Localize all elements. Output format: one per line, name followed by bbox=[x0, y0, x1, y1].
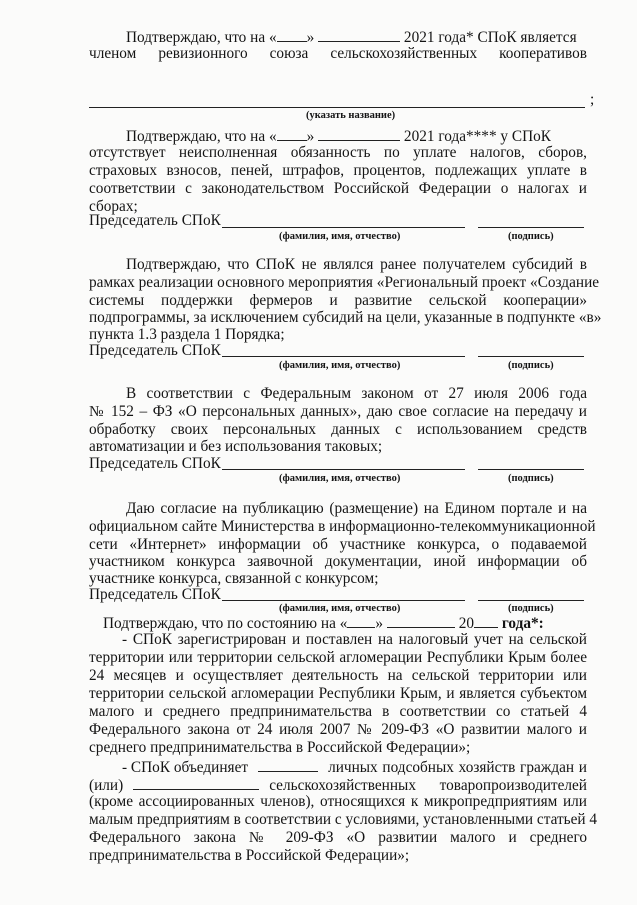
p7-line: малого и среднего предпринимательства в соответствии со статьей 4 bbox=[89, 703, 587, 720]
p7-line: 24 месяцев и осуществляет деятельность на сельской территории или bbox=[89, 667, 587, 684]
p5-line: сети «Интернет» информации об участнике конкурса, о подаваемой bbox=[89, 536, 587, 553]
name-caption: (фамилия, имя, отчество) bbox=[279, 231, 401, 242]
p1-line-2 bbox=[89, 45, 587, 63]
p2-text-a: Подтверждаю, что на « bbox=[126, 128, 277, 145]
p5-line: участником конкурса заявочной документации, иной информации об bbox=[89, 553, 587, 570]
p8-text-b: личных подсобных хозяйств граждан и bbox=[328, 759, 587, 776]
chair-label: Председатель СПоК bbox=[89, 212, 221, 229]
signature-caption: (подпись) bbox=[508, 231, 554, 242]
name-line bbox=[222, 356, 465, 357]
signature-line bbox=[478, 469, 584, 470]
p7-line-last: среднего предпринимательства в Российской Федерации»; bbox=[89, 739, 471, 756]
p6-line bbox=[89, 613, 587, 633]
p1-line-1 bbox=[89, 27, 587, 47]
p5-line: Даю согласие на публикацию (размещение) на Едином портале и на bbox=[126, 500, 587, 517]
signature-caption: (подпись) bbox=[508, 360, 554, 371]
p2-line: страховых взносов, пеней, штрафов, процентов, подлежащих уплате в bbox=[89, 162, 587, 179]
signature-line bbox=[478, 600, 584, 601]
p1-word: сельскохозяйственных bbox=[330, 45, 478, 62]
p1-word: союза bbox=[269, 45, 309, 62]
p1-text-a: Подтверждаю, что на « bbox=[126, 29, 277, 46]
p3-line: подпрограммы, за исключением субсидий на цели, указанные в подпункте «в» bbox=[89, 309, 602, 326]
union-name-caption: (указать название) bbox=[306, 110, 396, 121]
p1-text-c: 2021 года* СПоК является bbox=[403, 29, 577, 46]
p8-text-a: - СПоК объединяет bbox=[122, 759, 249, 776]
count-blank-1 bbox=[258, 757, 318, 772]
signature-line bbox=[478, 356, 584, 357]
name-caption: (фамилия, имя, отчество) bbox=[279, 360, 401, 371]
p3-line-last: пункта 1.3 раздела 1 Порядка; bbox=[89, 326, 285, 343]
p1-word: кооперативов bbox=[499, 45, 587, 62]
p2-line: соответствии с законодательством Российской Федерации о налогах и bbox=[89, 180, 587, 197]
p4-line: В соответствии с Федеральным законом от 27 июля 2006 года bbox=[126, 385, 587, 402]
p7-line: - СПоК зарегистрирован и поставлен на налоговый учет на сельской bbox=[122, 631, 587, 648]
p3-line: Подтверждаю, что СПоК не являлся ранее получателем субсидий в bbox=[126, 256, 587, 273]
union-name-line bbox=[89, 107, 585, 108]
p1-text-b: » bbox=[306, 29, 315, 46]
p5-line-last: участнике конкурса, связанной с конкурсом; bbox=[89, 570, 379, 587]
p1-word: ревизионного bbox=[158, 45, 248, 62]
month-blank bbox=[387, 613, 455, 628]
signature-caption: (подпись) bbox=[508, 603, 554, 614]
day-blank bbox=[277, 27, 307, 42]
signature-line bbox=[478, 227, 584, 228]
p4-line-last: автоматизации и без использования таковых; bbox=[89, 438, 383, 455]
p8-line: Федерального закона № 209-ФЗ «О развитии малого и среднего bbox=[89, 829, 587, 846]
p7-line: Федерального закона от 24 июля 2007 № 209-ФЗ «О развитии малого и bbox=[89, 721, 587, 738]
year-blank bbox=[474, 613, 498, 628]
p2-line-1 bbox=[89, 126, 587, 146]
p5-line: официальном сайте Министерства в информационно-телекоммуникационной bbox=[89, 518, 596, 535]
p7-line: территории или территории сельской агломерации Республики Крым более bbox=[89, 649, 587, 666]
p6-text-b: » bbox=[375, 615, 384, 632]
chair-label: Председатель СПоК bbox=[89, 455, 221, 472]
day-blank bbox=[277, 126, 307, 141]
p8-text-c: (или) bbox=[89, 777, 124, 794]
p6-text-d: года*: bbox=[501, 615, 544, 632]
p2-text-b: » bbox=[306, 128, 315, 145]
count-blank-2 bbox=[133, 775, 259, 790]
p8-line-last: предпринимательства в Российской Федерации»; bbox=[89, 847, 410, 864]
p4-line: обработку своих персональных данных с использованием средств bbox=[89, 421, 587, 438]
signature-caption: (подпись) bbox=[508, 473, 554, 484]
p6-text-c: 20 bbox=[458, 615, 474, 632]
p8-text-d: сельскохозяйственных товаропроизводителей bbox=[269, 777, 587, 794]
p2-line-last: сборах; bbox=[89, 198, 138, 215]
p3-line: системы поддержки фермеров и развитие сельской кооперации» bbox=[89, 292, 587, 309]
chair-label: Председатель СПоК bbox=[89, 342, 221, 359]
p1-word: членом bbox=[89, 45, 137, 62]
p2-line: отсутствует неисполненная обязанность по уплате налогов, сборов, bbox=[89, 144, 587, 161]
p8-line-2 bbox=[89, 775, 587, 795]
p2-text-c: 2021 года**** у СПоК bbox=[403, 128, 552, 145]
p4-line: № 152 – ФЗ «О персональных данных», даю свое согласие на передачу и bbox=[89, 403, 587, 420]
name-line bbox=[222, 227, 465, 228]
p1-semicolon: ; bbox=[590, 91, 595, 108]
p8-line: (кроме ассоциированных членов), относящихся к микропредприятиям или bbox=[89, 793, 587, 810]
day-blank bbox=[347, 613, 375, 628]
p3-line: рамках реализации основного мероприятия «Региональный проект «Создание bbox=[89, 274, 600, 291]
p8-line-1 bbox=[89, 757, 587, 777]
name-caption: (фамилия, имя, отчество) bbox=[279, 603, 401, 614]
chair-label: Председатель СПоК bbox=[89, 586, 221, 603]
name-line bbox=[222, 600, 465, 601]
p7-line: территории сельской агломерации Республики Крым, и является субъектом bbox=[89, 685, 587, 702]
month-blank bbox=[318, 27, 400, 42]
name-line bbox=[222, 469, 465, 470]
name-caption: (фамилия, имя, отчество) bbox=[279, 473, 401, 484]
month-blank bbox=[318, 126, 400, 141]
p8-line: малым предприятиям в соответствии с условиями, установленными статьей 4 bbox=[89, 811, 598, 828]
p6-text-a: Подтверждаю, что по состоянию на « bbox=[103, 615, 348, 632]
